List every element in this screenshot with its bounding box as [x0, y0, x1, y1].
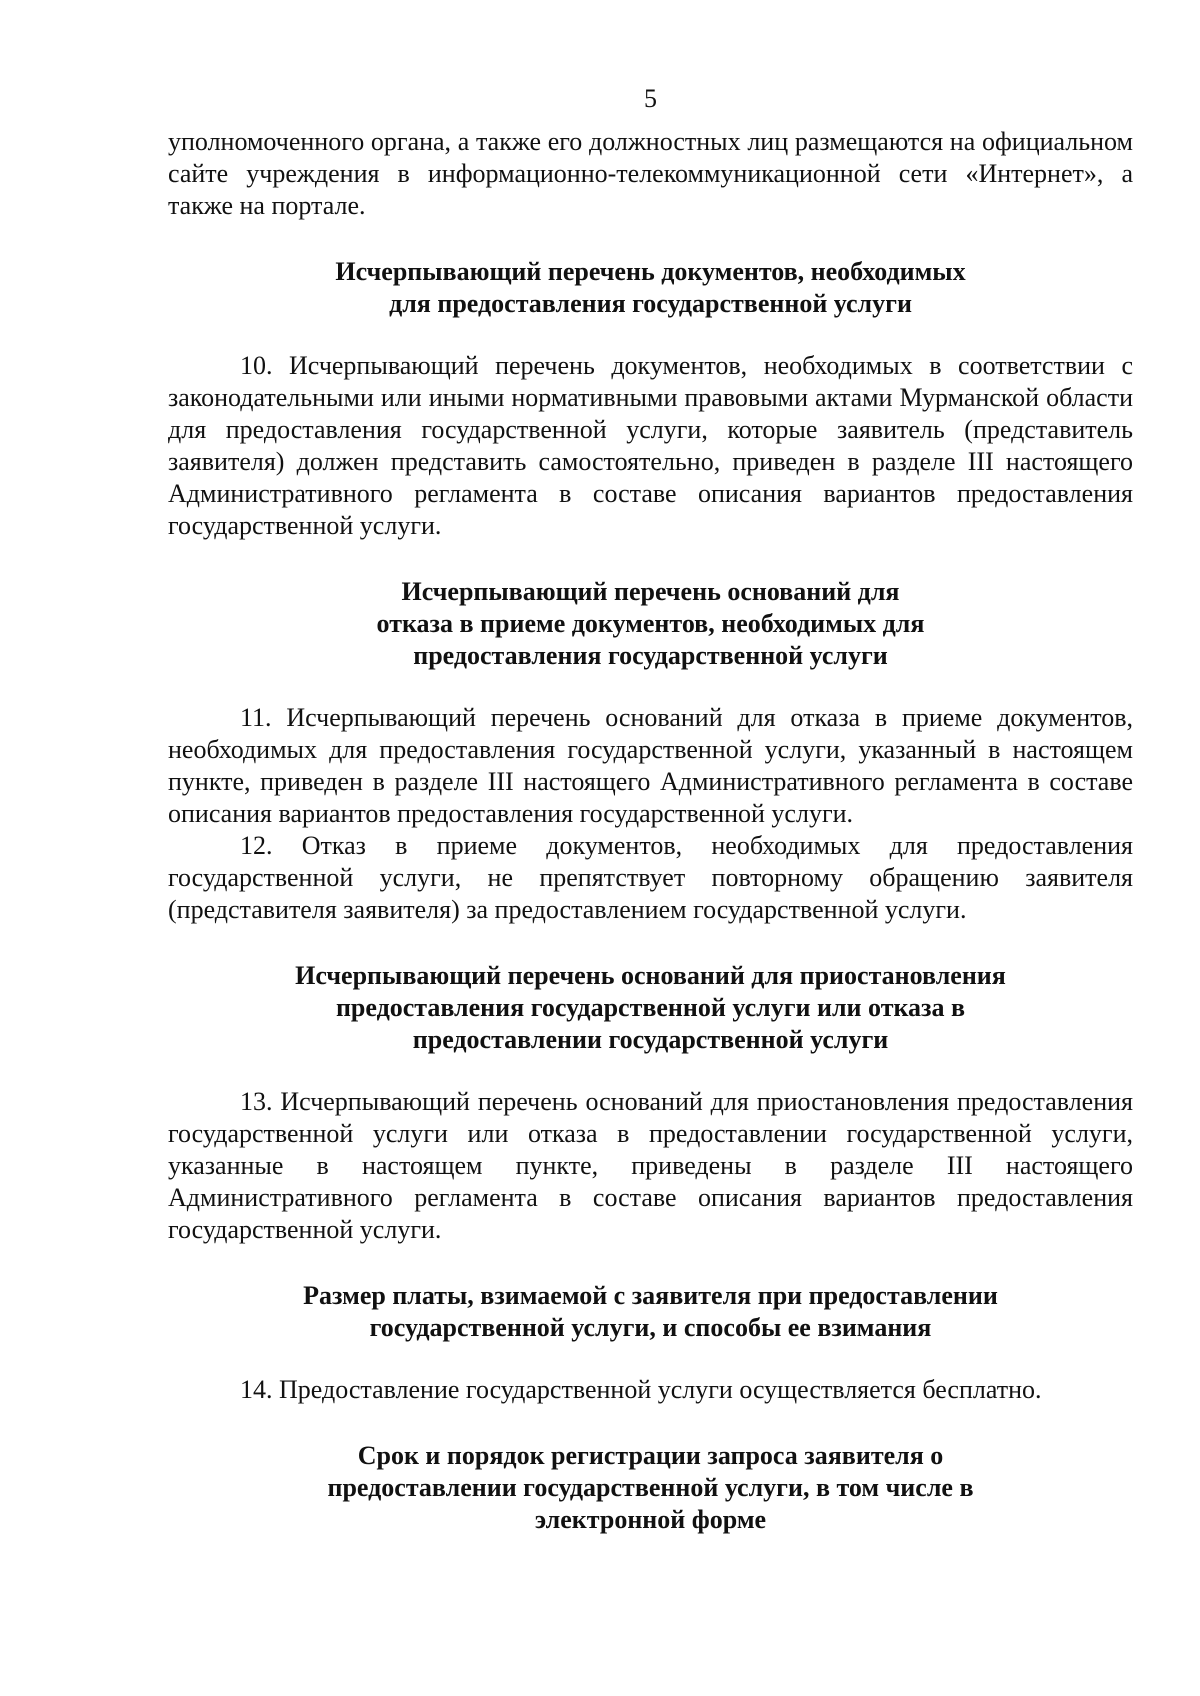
paragraph-10: 10. Исчерпывающий перечень документов, необходимых в соответствии с законодательными или иными нормативными правовыми актами Мурманской области для предоставления государственной услуги, которые заявитель (представитель заявителя) должен представить самостоятельно, приведен в разделе III настоящего Административного регламента в составе описания вариантов предоставления государственной услуги.: [168, 351, 1133, 540]
paragraph-14: 14. Предоставление государственной услуги осуществляется бесплатно.: [240, 1375, 1042, 1404]
paragraph-13: 13. Исчерпывающий перечень оснований для приостановления предоставления государственной услуги или отказа в предоставлении государственной услуги, указанные в настоящем пункте, приведены в разделе III настоящего Административного регламента в составе описания вариантов предоставления государственной услуги.: [168, 1087, 1133, 1244]
heading-registration: Срок и порядок регистрации запроса заявителя о предоставлении государственной услуги, в том числе в электронной форме: [327, 1441, 974, 1534]
intro-paragraph: уполномоченного органа, а также его должностных лиц размещаются на официальном сайте учреждения в информационно-телекоммуникационной сети «Интернет», а также на портале.: [168, 127, 1133, 220]
heading-documents-list: Исчерпывающий перечень документов, необходимых для предоставления государственной услуги: [335, 257, 966, 318]
paragraph-12: 12. Отказ в приеме документов, необходимых для предоставления государственной услуги, не препятствует повторному обращению заявителя (представителя заявителя) за предоставлением государственной услуги.: [168, 831, 1133, 924]
heading-suspension-grounds: Исчерпывающий перечень оснований для приостановления предоставления государственной услуги или отказа в предоставлении государственной услуги: [295, 961, 1006, 1054]
heading-refusal-grounds: Исчерпывающий перечень оснований для отказа в приеме документов, необходимых для предоставления государственной услуги: [376, 577, 925, 670]
paragraph-11: 11. Исчерпывающий перечень оснований для отказа в приеме документов, необходимых для предоставления государственной услуги, указанный в настоящем пункте, приведен в разделе III настоящего Административного регламента в составе описания вариантов предоставления государственной услуги.: [168, 703, 1133, 828]
heading-fee: Размер платы, взимаемой с заявителя при предоставлении государственной услуги, и способы ее взимания: [303, 1281, 998, 1342]
document-page: [168, 84, 1133, 1536]
page-number: 5: [644, 84, 657, 113]
